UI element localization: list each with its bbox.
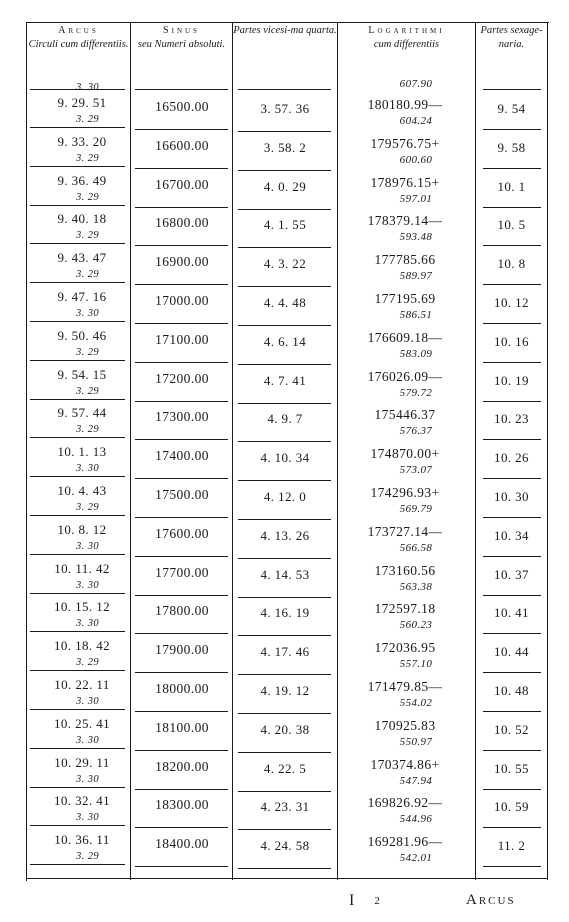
signature-letter: I	[349, 892, 357, 909]
sinus-value: 18100.00	[155, 719, 209, 735]
arcus-difference: 3. 30	[76, 540, 99, 552]
header-arcus-title: Arcus	[58, 25, 99, 36]
sexagenaria-value: 10. 5	[497, 217, 526, 233]
row-rule	[135, 672, 228, 673]
arcus-difference: 3. 29	[76, 269, 99, 281]
log-difference: 607.90	[399, 78, 433, 90]
arcus-difference: 3. 30	[76, 308, 99, 319]
sinus-value: 17800.00	[155, 603, 209, 619]
partes-value: 3. 58. 2	[263, 139, 307, 155]
arcus-value: 10. 32. 41	[54, 793, 110, 809]
header-partes-title: Partes vicesi-ma quarta.	[233, 25, 337, 36]
sinus-value: 17400.00	[155, 448, 209, 464]
header-sexagenaria	[476, 24, 547, 52]
row-rule	[135, 595, 228, 596]
logarithm-value: 169281.96—	[367, 834, 443, 850]
table-bottom-rule	[26, 878, 548, 879]
row-rule	[238, 597, 331, 598]
arcus-difference: 3. 30	[76, 773, 99, 785]
logarithm-value: 177785.66	[374, 252, 436, 268]
log-difference: 566.58	[399, 541, 433, 554]
logarithm-value: 172036.95	[374, 640, 436, 656]
logarithm-value: 169826.92—	[367, 795, 443, 811]
row-rule	[238, 519, 331, 520]
arcus-difference: 3. 29	[76, 191, 99, 203]
row-rule	[30, 360, 125, 361]
row-rule	[238, 403, 331, 404]
header-log-sub: cum differentiis	[373, 39, 440, 50]
arcus-difference: 3. 30	[76, 618, 99, 630]
arcus-value: 9. 43. 47	[57, 250, 107, 266]
sinus-value: 17500.00	[155, 487, 209, 502]
log-difference: 550.97	[399, 735, 433, 748]
log-difference: 569.79	[399, 503, 433, 515]
row-rule	[135, 245, 228, 246]
row-rule	[30, 399, 125, 400]
header-partes	[233, 24, 337, 38]
row-rule	[483, 595, 541, 596]
row-rule	[135, 517, 228, 518]
sexagenaria-value: 9. 54	[497, 101, 526, 116]
sexagenaria-value: 10. 30	[494, 489, 529, 504]
log-difference: 547.94	[399, 774, 433, 787]
sexagenaria-value: 10. 37	[494, 566, 529, 582]
arcus-difference: 3. 29	[76, 152, 99, 164]
row-rule	[238, 791, 331, 792]
sinus-value: 17100.00	[155, 331, 209, 347]
header-arcus	[27, 24, 130, 52]
sexagenaria-value: 10. 8	[497, 256, 526, 272]
log-difference: 573.07	[399, 464, 433, 477]
sexagenaria-value: 10. 34	[494, 527, 529, 543]
arcus-difference: 3. 30	[76, 696, 99, 707]
sexagenaria-value: 10. 48	[494, 683, 529, 698]
sexagenaria-value: 10. 26	[494, 450, 529, 466]
header-arcus-sub: Circuli cum differentiis.	[28, 39, 129, 50]
row-rule	[30, 437, 125, 438]
sinus-value: 17000.00	[155, 293, 209, 308]
sinus-value: 18400.00	[155, 836, 209, 852]
row-rule	[483, 439, 541, 440]
sexagenaria-value: 10. 19	[494, 372, 529, 388]
arcus-difference: 3. 29	[76, 424, 99, 436]
partes-value: 4. 9. 7	[267, 411, 303, 427]
arcus-value: 10. 1. 13	[57, 444, 107, 460]
row-rule	[135, 866, 228, 867]
column-divider	[130, 22, 131, 880]
logarithm-value: 172597.18	[374, 601, 436, 617]
sexagenaria-value: 10. 1	[497, 178, 526, 194]
row-rule	[238, 286, 331, 287]
row-rule	[30, 670, 125, 671]
signature-mark	[349, 892, 382, 910]
partes-value: 3. 57. 36	[260, 101, 310, 116]
row-rule	[483, 129, 541, 130]
sinus-value: 16900.00	[155, 254, 209, 270]
log-difference: 593.48	[399, 231, 433, 244]
sinus-value: 16800.00	[155, 215, 209, 231]
column-divider	[232, 22, 233, 880]
catchword: Arcus	[466, 892, 516, 908]
arcus-value: 9. 50. 46	[57, 327, 107, 343]
sexagenaria-value: 10. 44	[494, 644, 529, 660]
header-log-title: Logarithmi	[368, 25, 445, 36]
logarithm-value: 171479.85—	[367, 679, 443, 694]
partes-value: 4. 13. 26	[260, 527, 310, 543]
header-sinus-title: Sinus	[163, 25, 200, 36]
row-rule	[238, 170, 331, 171]
arcus-difference: 3. 29	[76, 346, 99, 358]
log-difference: 554.02	[399, 697, 433, 709]
row-rule	[238, 635, 331, 636]
partes-value: 4. 3. 22	[263, 256, 307, 272]
row-rule	[135, 711, 228, 712]
arcus-value: 9. 54. 15	[57, 366, 107, 382]
header-sinus-sub: seu Numeri absoluti.	[137, 39, 226, 50]
row-rule	[30, 709, 125, 710]
row-rule	[238, 558, 331, 559]
column-divider	[547, 22, 548, 880]
partes-value: 4. 20. 38	[260, 721, 310, 737]
log-difference: 600.60	[399, 153, 433, 166]
arcus-value: 9. 36. 49	[57, 172, 107, 188]
sinus-value: 17300.00	[155, 409, 209, 425]
header-logarithmi	[338, 24, 475, 52]
sinus-value: 17600.00	[155, 525, 209, 541]
partes-value: 4. 14. 53	[260, 566, 310, 582]
log-difference: 586.51	[399, 309, 433, 321]
sexagenaria-value: 10. 23	[494, 411, 529, 427]
arcus-difference: 3. 30	[76, 812, 99, 824]
row-rule	[135, 556, 228, 557]
arcus-difference: 3. 29	[76, 502, 99, 513]
log-difference: 560.23	[399, 619, 433, 632]
row-rule	[135, 633, 228, 634]
log-difference: 576.37	[399, 425, 433, 438]
sexagenaria-value: 9. 58	[497, 139, 526, 155]
row-rule	[483, 401, 541, 402]
row-rule	[483, 633, 541, 634]
row-rule	[30, 282, 125, 283]
logarithm-value: 176609.18—	[367, 329, 443, 345]
partes-value: 4. 7. 41	[263, 372, 307, 388]
arcus-difference: 3. 29	[76, 385, 99, 397]
row-rule	[30, 864, 125, 865]
row-rule	[483, 478, 541, 479]
row-rule	[483, 711, 541, 712]
row-rule	[238, 247, 331, 248]
partes-value: 4. 17. 46	[260, 644, 310, 660]
sexagenaria-value: 10. 12	[494, 295, 529, 310]
arcus-value: 10. 29. 11	[54, 754, 110, 770]
row-rule	[30, 127, 125, 128]
row-rule	[238, 480, 331, 481]
row-rule	[238, 752, 331, 753]
row-rule	[30, 321, 125, 322]
row-rule	[135, 168, 228, 169]
logarithm-value: 175446.37	[374, 407, 436, 423]
row-rule	[30, 166, 125, 167]
log-difference: 579.72	[399, 386, 433, 399]
logarithm-value: 177195.69	[374, 291, 436, 306]
arcus-value: 10. 36. 11	[54, 832, 110, 848]
row-rule	[30, 593, 125, 594]
arcus-value: 10. 11. 42	[54, 560, 110, 576]
row-rule	[30, 205, 125, 206]
arcus-value: 10. 25. 41	[54, 715, 110, 731]
row-rule	[483, 168, 541, 169]
sinus-value: 17700.00	[155, 564, 209, 580]
partes-value: 4. 22. 5	[263, 760, 307, 776]
partes-value: 4. 1. 55	[263, 217, 307, 233]
sexagenaria-value: 10. 41	[494, 605, 529, 621]
arcus-difference: 3. 29	[76, 851, 99, 863]
row-rule	[483, 556, 541, 557]
sinus-value: 17200.00	[155, 370, 209, 386]
arcus-difference: 3. 30	[76, 82, 99, 93]
column-divider	[475, 22, 476, 880]
arcus-difference: 3. 29	[76, 230, 99, 242]
sinus-value: 18000.00	[155, 681, 209, 696]
arcus-difference: 3. 29	[76, 657, 99, 669]
arcus-value: 10. 4. 43	[57, 483, 107, 498]
row-rule	[238, 325, 331, 326]
arcus-difference: 3. 30	[76, 734, 99, 746]
logarithm-value: 173727.14—	[367, 523, 443, 539]
row-rule	[238, 209, 331, 210]
row-rule	[135, 478, 228, 479]
logarithm-value: 170925.83	[374, 717, 436, 733]
row-rule	[30, 748, 125, 749]
row-rule	[135, 129, 228, 130]
row-rule	[30, 476, 125, 477]
log-difference: 557.10	[399, 658, 433, 671]
row-rule	[483, 789, 541, 790]
row-rule	[135, 439, 228, 440]
partes-value: 4. 24. 58	[260, 838, 310, 854]
partes-value: 4. 16. 19	[260, 605, 310, 621]
row-rule	[135, 401, 228, 402]
log-difference: 563.38	[399, 580, 433, 593]
sexagenaria-value: 10. 55	[494, 760, 529, 776]
row-rule	[30, 515, 125, 516]
logarithm-value: 174296.93+	[370, 485, 440, 500]
arcus-value: 10. 15. 12	[54, 599, 110, 615]
logarithm-value: 178976.15+	[370, 174, 440, 190]
row-rule	[30, 787, 125, 788]
row-rule	[135, 284, 228, 285]
arcus-difference: 3. 29	[76, 114, 99, 125]
partes-value: 4. 19. 12	[260, 683, 310, 698]
row-rule	[483, 207, 541, 208]
row-rule	[483, 89, 541, 90]
log-difference: 544.96	[399, 813, 433, 826]
header-sinus	[131, 24, 232, 52]
arcus-difference: 3. 30	[76, 579, 99, 591]
logarithm-value: 174870.00+	[370, 446, 440, 462]
logarithm-value: 170374.86+	[370, 756, 440, 772]
row-rule	[135, 750, 228, 751]
logarithm-value: 179576.75+	[370, 135, 440, 151]
header-sexa-title: Partes sexage-naria.	[480, 25, 543, 50]
row-rule	[483, 323, 541, 324]
sexagenaria-value: 10. 52	[494, 721, 529, 737]
row-rule	[483, 362, 541, 363]
arcus-value: 9. 33. 20	[57, 133, 107, 149]
partes-value: 4. 6. 14	[263, 333, 307, 349]
row-rule	[135, 827, 228, 828]
logarithm-value: 176026.09—	[367, 368, 443, 384]
log-difference: 583.09	[399, 347, 433, 360]
sexagenaria-value: 11. 2	[497, 838, 526, 854]
logarithm-value: 173160.56	[374, 562, 436, 578]
arcus-difference: 3. 30	[76, 463, 99, 475]
sinus-value: 16600.00	[155, 137, 209, 153]
logarithm-value: 180180.99—	[367, 97, 443, 112]
partes-value: 4. 4. 48	[263, 295, 307, 310]
arcus-value: 10. 18. 42	[54, 638, 110, 654]
row-rule	[135, 89, 228, 90]
arcus-value: 9. 29. 51	[57, 95, 107, 110]
log-difference: 604.24	[399, 115, 433, 127]
arcus-value: 9. 57. 44	[57, 405, 107, 421]
row-rule	[483, 284, 541, 285]
row-rule	[483, 866, 541, 867]
sinus-value: 17900.00	[155, 642, 209, 658]
logarithm-value: 178379.14—	[367, 213, 443, 229]
sexagenaria-value: 10. 16	[494, 333, 529, 349]
log-difference: 542.01	[399, 852, 433, 865]
sinus-value: 16700.00	[155, 176, 209, 192]
partes-value: 4. 10. 34	[260, 450, 310, 466]
sinus-value: 18300.00	[155, 797, 209, 813]
column-divider	[337, 22, 338, 880]
row-rule	[238, 713, 331, 714]
log-difference: 589.97	[399, 270, 433, 283]
row-rule	[238, 89, 331, 90]
row-rule	[238, 131, 331, 132]
log-difference: 597.01	[399, 192, 433, 205]
arcus-value: 9. 40. 18	[57, 211, 107, 227]
row-rule	[30, 631, 125, 632]
row-rule	[30, 243, 125, 244]
signature-number: 2	[374, 895, 382, 908]
row-rule	[135, 323, 228, 324]
row-rule	[238, 674, 331, 675]
arcus-value: 10. 22. 11	[54, 677, 110, 692]
row-rule	[135, 362, 228, 363]
sinus-value: 16500.00	[155, 99, 209, 114]
row-rule	[238, 868, 331, 869]
row-rule	[238, 441, 331, 442]
partes-value: 4. 23. 31	[260, 799, 310, 815]
row-rule	[135, 207, 228, 208]
sinus-value: 18200.00	[155, 758, 209, 774]
row-rule	[483, 672, 541, 673]
arcus-value: 10. 8. 12	[57, 521, 107, 537]
row-rule	[135, 789, 228, 790]
row-rule	[483, 750, 541, 751]
partes-value: 4. 12. 0	[263, 489, 307, 504]
row-rule	[238, 364, 331, 365]
row-rule	[483, 517, 541, 518]
partes-value: 4. 0. 29	[263, 178, 307, 194]
row-rule	[483, 827, 541, 828]
row-rule	[30, 554, 125, 555]
row-rule	[483, 245, 541, 246]
sexagenaria-value: 10. 59	[494, 799, 529, 815]
row-rule	[30, 825, 125, 826]
row-rule	[238, 829, 331, 830]
arcus-value: 9. 47. 16	[57, 289, 107, 304]
